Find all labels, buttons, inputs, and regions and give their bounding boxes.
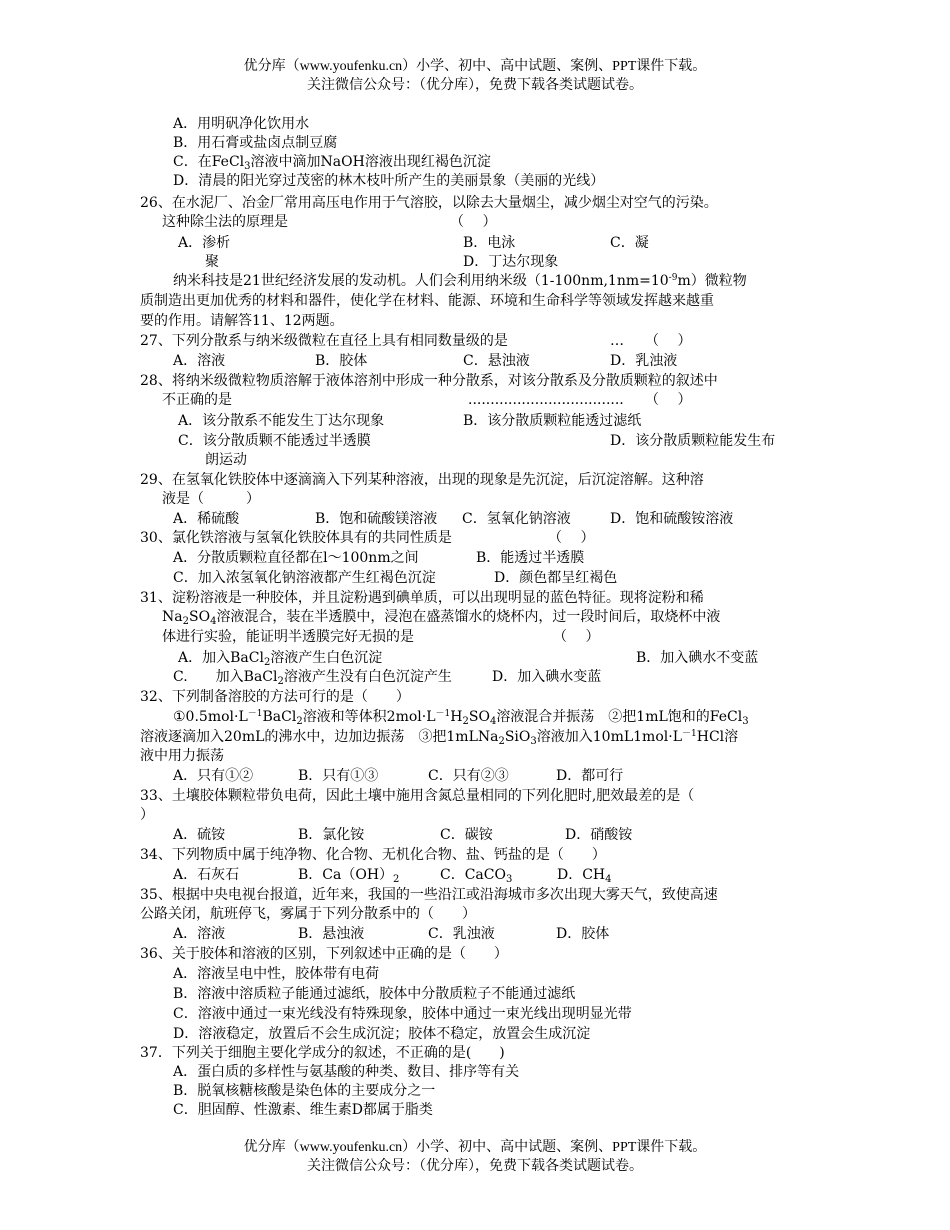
q33-option-a: A．硫铵 xyxy=(173,827,226,843)
q25-option-d: D．清晨的阳光穿过茂密的林木枝叶所产生的美丽景象（美丽的光线） xyxy=(173,173,605,189)
q30-stem: 30、氯化铁溶液与氢氧化铁胶体具有的共同性质是 xyxy=(140,530,452,546)
q29-option-b: B．饱和硫酸镁溶液 xyxy=(315,511,438,527)
q26-stem-line-2: 这种除尘法的原理是 xyxy=(162,214,288,230)
q35-option-c: C．乳浊液 xyxy=(428,926,495,942)
q28-stem-line-2: 不正确的是 xyxy=(162,392,232,408)
q33-option-d: D．硝酸铵 xyxy=(565,827,633,843)
q31-answer-paren: （ ） xyxy=(553,629,600,645)
passage-line-2: 质制造出更加优秀的材料和器件，使化学在材料、能源、环境和生命科学等领域发挥越来越重 xyxy=(140,293,714,309)
q32-methods-line-3: 液中用力振荡 xyxy=(140,748,224,764)
q30-option-b: B．能透过半透膜 xyxy=(476,550,585,566)
q29-stem-line-1: 29、在氢氧化铁胶体中逐滴滴入下列某种溶液，出现的现象是先沉淀，后沉淀溶解。这种溶 xyxy=(140,472,704,488)
q32-option-a: A．只有①② xyxy=(173,768,254,784)
q35-stem-line-2: 公路关闭，航班停飞，雾属于下列分散系中的（ ） xyxy=(140,906,476,922)
q26-option-d: D．丁达尔现象 xyxy=(463,254,559,270)
q34-option-d: D．$CH_4$ xyxy=(557,867,612,885)
q37-option-a: A．蛋白质的多样性与氨基酸的种类、数目、排序等有关 xyxy=(173,1064,520,1080)
q35-option-b: B．悬浊液 xyxy=(298,926,365,942)
q34-option-c: C．CaCO$_3$ xyxy=(440,867,513,885)
q28-option-d-cont: 朗运动 xyxy=(205,452,247,468)
q33-option-b: B．氯化铵 xyxy=(298,827,365,843)
q26-stem-line-1: 26、在水泥厂、冶金厂常用高压电作用于气溶胶，以除去大量烟尘，减少烟尘对空气的污染。 xyxy=(140,195,718,211)
q35-option-d: D．胶体 xyxy=(556,926,610,942)
q25-option-b: B．用石膏或盐卤点制豆腐 xyxy=(173,135,338,151)
q29-option-a: A．稀硫酸 xyxy=(173,511,240,527)
q27-stem: 27、下列分散系与纳米级微粒在直径上具有相同数量级的是 xyxy=(140,333,508,349)
q32-option-c: C．只有②③ xyxy=(428,768,509,784)
q37-stem: 37．下列关于细胞主要化学成分的叙述，不正确的是( ) xyxy=(140,1045,505,1061)
q28-dots: ................................... xyxy=(468,392,624,408)
q31-stem-line-3: 体进行实验，能证明半透膜完好无损的是 xyxy=(162,629,414,645)
q32-methods-line-2: 溶液逐滴加入20mL的沸水中，边加边振荡 ③把1mLNa$_2$SiO$_3$溶液加入$10mL1mol\cdot L^{-1}HCl$溶 xyxy=(140,729,739,747)
q32-option-b: B．只有①③ xyxy=(298,768,379,784)
q30-answer-paren: （ ） xyxy=(548,530,595,546)
q34-stem: 34、下列物质中属于纯净物、化合物、无机化合物、盐、钙盐的是（ ） xyxy=(140,847,606,863)
q31-option-a: A．加入BaCl$_2$溶液产生白色沉淀 xyxy=(178,650,383,668)
q36-option-a: A．溶液呈电中性，胶体带有电荷 xyxy=(173,966,380,982)
q34-option-a: A．石灰石 xyxy=(173,867,240,883)
footer-line-1: 优分库（www.youfenku.cn）小学、初中、高中试题、案例、PPT课件下载。 xyxy=(243,1140,707,1155)
q36-option-b: B．溶液中溶质粒子能通过滤纸，胶体中分散质粒子不能通过滤纸 xyxy=(173,986,576,1002)
q30-option-d: D．颜色都呈红褐色 xyxy=(494,570,618,586)
q27-option-a: A．溶液 xyxy=(173,353,226,369)
q28-option-b: B．该分散质颗粒能透过滤纸 xyxy=(463,413,642,429)
q28-answer-paren: （ ） xyxy=(645,392,692,408)
q36-stem: 36、关于胶体和溶液的区别，下列叙述中正确的是（ ） xyxy=(140,946,508,962)
q28-option-a: A．该分散系不能发生丁达尔现象 xyxy=(178,413,385,429)
q36-option-d: D．溶液稳定，放置后不会生成沉淀；胶体不稳定，放置会生成沉淀 xyxy=(173,1026,591,1042)
q28-option-d: D．该分散质颗粒能发生布 xyxy=(610,433,776,449)
q26-option-a: A．渗析 xyxy=(178,235,231,251)
passage-line-1: 纳米科技是21世纪经济发展的发动机。人们会利用纳米级$(1-100nm,1nm=10^{-9}m)$微粒物 xyxy=(173,273,747,289)
q27-answer-paren: （ ） xyxy=(645,333,692,349)
passage-line-3: 要的作用。请解答11、12两题。 xyxy=(140,313,344,329)
header-line-2: 关注微信公众号：（优分库），免费下载各类试题试卷。 xyxy=(307,78,643,93)
q33-option-c: C．碳铵 xyxy=(440,827,493,843)
footer-line-2: 关注微信公众号：（优分库），免费下载各类试题试卷。 xyxy=(307,1159,643,1174)
q31-stem-line-2: $Na_2SO_4$溶液混合，装在半透膜中，浸泡在盛蒸馏水的烧杯内，过一段时间后，取烧杯中液 xyxy=(162,609,721,627)
q28-stem-line-1: 28、将纳米级微粒物质溶解于液体溶剂中形成一种分散系，对该分散系及分散质颗粒的叙述中 xyxy=(140,373,718,389)
q31-option-c: C. 加入BaCl$_2$溶液产生没有白色沉淀产生 xyxy=(173,669,452,687)
q33-stem-line-2: ） xyxy=(140,807,154,823)
q29-option-d: D．饱和硫酸铵溶液 xyxy=(610,511,734,527)
q31-option-d: D．加入碘水变蓝 xyxy=(492,669,602,685)
q32-methods-line-1: $①0.5mol\cdot L^{-1}BaCl_2$溶液和等体积$2mol\cdot L^{-1}H_2SO_4$溶液混合并振荡 ②把1mL饱和的FeCl$_3$ xyxy=(173,709,749,727)
q27-option-c: C．悬浊液 xyxy=(463,353,530,369)
q26-option-c: C．凝 xyxy=(610,235,649,251)
q35-stem-line-1: 35、根据中央电视台报道，近年来，我国的一些沿江或沿海城市多次出现大雾天气，致使高速 xyxy=(140,887,718,903)
q27-dots: … xyxy=(610,333,624,349)
header-line-1: 优分库（www.youfenku.cn）小学、初中、高中试题、案例、PPT课件下载。 xyxy=(243,59,707,74)
q28-option-c: C．该分散质颗不能透过半透膜 xyxy=(178,433,371,449)
q37-option-b: B．脱氧核糖核酸是染色体的主要成分之一 xyxy=(173,1083,436,1099)
q27-option-d: D．乳浊液 xyxy=(610,353,678,369)
q30-option-c: C．加入浓氢氧化钠溶液都产生红褐色沉淀 xyxy=(173,570,436,586)
q34-option-b: B．$Ca(OH)_2$ xyxy=(298,867,400,885)
q32-option-d: D．都可行 xyxy=(556,768,624,784)
q31-option-b: B．加入碘水不变蓝 xyxy=(636,650,759,666)
q32-stem: 32、下列制备溶胶的方法可行的是（ ） xyxy=(140,689,410,705)
q27-option-b: B．胶体 xyxy=(315,353,368,369)
q31-stem-line-1: 31、淀粉溶液是一种胶体，并且淀粉遇到碘单质，可以出现明显的蓝色特征。现将淀粉和稀 xyxy=(140,590,704,606)
q35-option-a: A．溶液 xyxy=(173,926,226,942)
q25-option-c: C．在FeCl$_3$溶液中滴加NaOH溶液出现红褐色沉淀 xyxy=(173,154,491,172)
q30-option-a: A．分散质颗粒直径都在l～100nm之间 xyxy=(173,550,419,566)
q26-option-c-cont: 聚 xyxy=(205,254,219,270)
q25-option-a: A．用明矾净化饮用水 xyxy=(173,116,310,132)
q29-option-c: C．氢氧化钠溶液 xyxy=(462,511,571,527)
q36-option-c: C．溶液中通过一束光线没有特殊现象，胶体中通过一束光线出现明显光带 xyxy=(173,1006,632,1022)
q26-option-b: B．电泳 xyxy=(463,235,516,251)
q26-answer-paren: （ ） xyxy=(450,214,497,230)
q29-stem-line-2: 液是（ ） xyxy=(162,491,260,507)
q33-stem-line-1: 33、土壤胶体颗粒带负电荷，因此土壤中施用含氮总量相同的下列化肥时,肥效最差的是（ xyxy=(140,788,695,804)
q37-option-c: C．胆固醇、性激素、维生素D都属于脂类 xyxy=(173,1102,433,1118)
